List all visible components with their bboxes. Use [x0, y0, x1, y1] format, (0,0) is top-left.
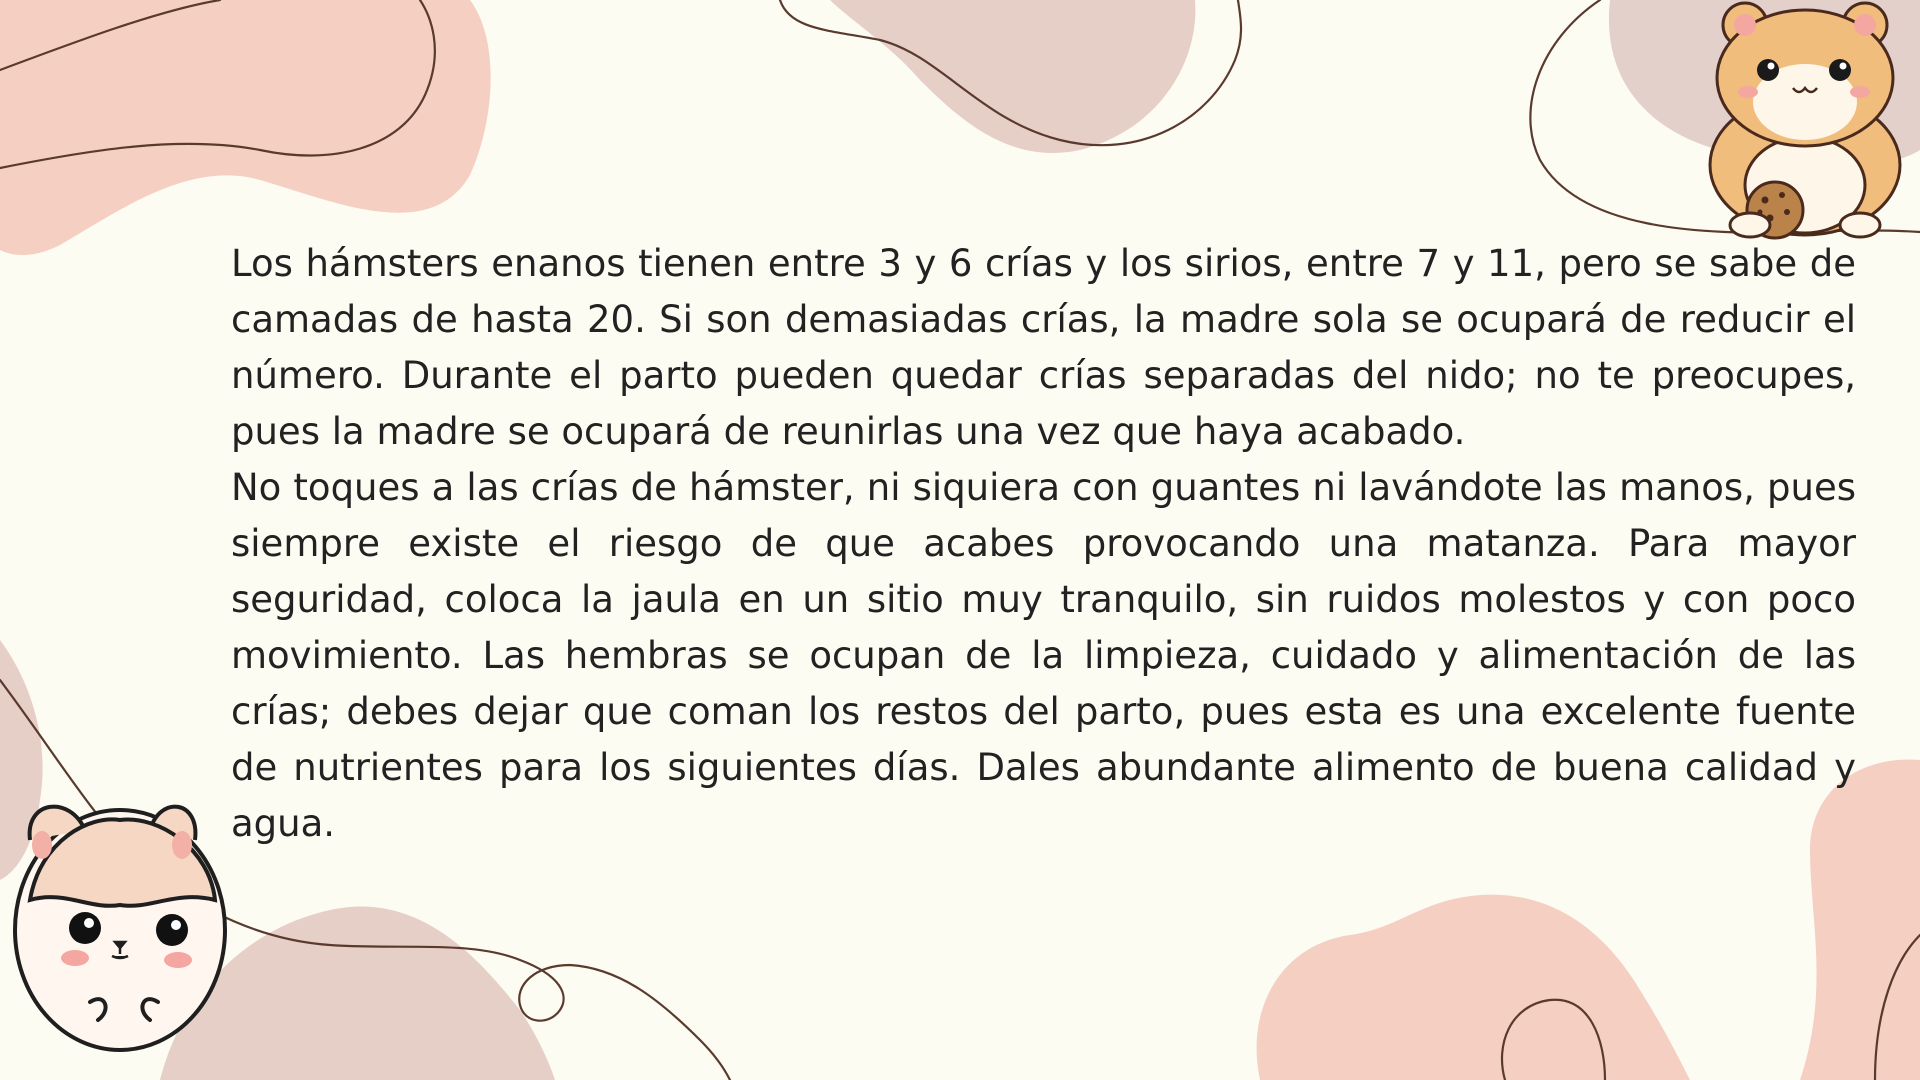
hamster-with-cookie-icon	[1690, 0, 1920, 240]
blob-bottom-right	[1257, 895, 1690, 1080]
paragraph-care: No toques a las crías de hámster, ni siquiera con guantes ni lavándote las manos, pues siempre existe el riesgo de que acabes provocando una matanza. Para mayor seguridad, coloca la jaula en un sitio muy tranquilo, sin ruidos molestos y con poco movimiento. Las hembras se ocupan de la limpieza, cuidado y alimentación de las crías; debes dejar que coman los restos del parto, pues esta es una excelente fuente de nutrientes para los siguientes días. Dales abundante alimento de buena calidad y agua.	[231, 466, 1856, 845]
body-text	[231, 236, 1856, 852]
blob-top-left	[0, 0, 491, 255]
paragraph-litters: Los hámsters enanos tienen entre 3 y 6 crías y los sirios, entre 7 y 11, pero se sabe de camadas de hasta 20. Si son demasiadas crías, la madre sola se ocupará de reducir el número. Durante el parto pueden quedar crías separadas del nido; no te preocupes, pues la madre se ocupará de reunirlas una vez que haya acabado.	[231, 242, 1856, 453]
blob-top-center	[830, 0, 1195, 153]
hamster-white-icon	[0, 780, 240, 1080]
